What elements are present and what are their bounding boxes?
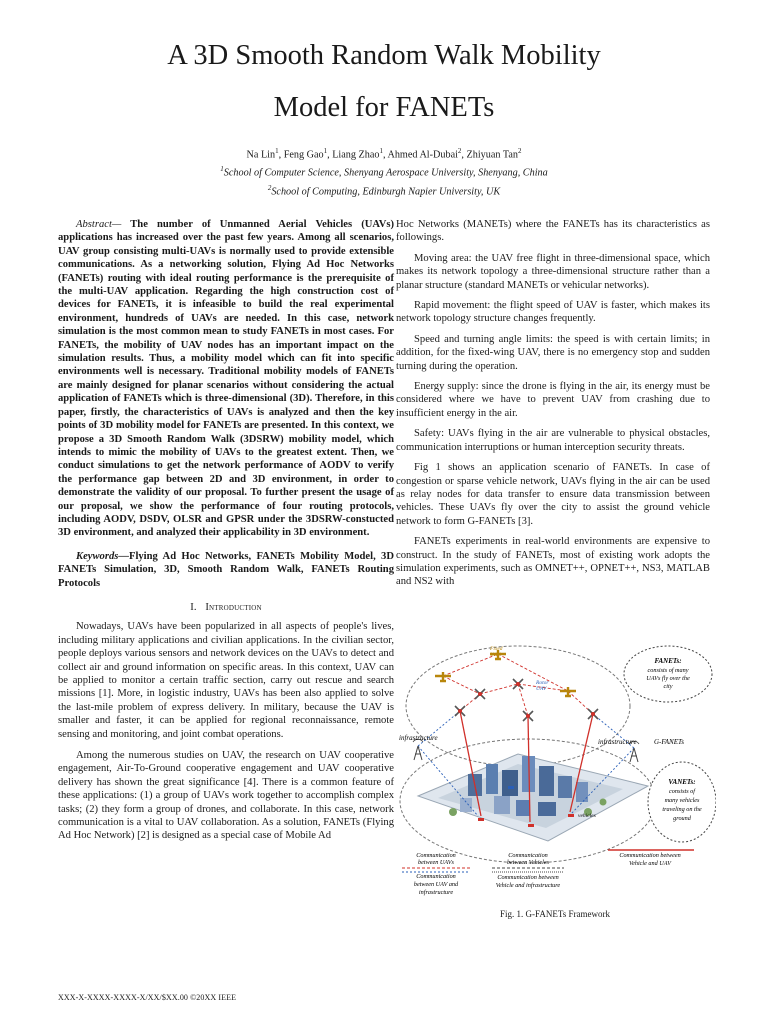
author-name: Zhiyuan Tan xyxy=(466,149,518,161)
author-block xyxy=(0,144,768,199)
infrastructure-label: infrastructure xyxy=(399,734,438,742)
gfanets-label: G-FANETs xyxy=(654,738,684,746)
svg-text:between UAVs: between UAVs xyxy=(418,859,454,866)
copyright-footer: XXX-X-XXXX-XXXX-X/XX/$XX.00 ©20XX IEEE xyxy=(58,993,237,1002)
abstract-text: The number of Unmanned Aerial Vehicles (UAVs) applications has increased over the past few years. Among all scenarios, UAV group consisting multi-UAVs is normally used to provide extensible communications. As a networking solution, Flying Ad Hoc Networks (FANETs) routing with ideal routing performance is the prerequisite of the multi-UAV application. Regarding the high construction cost of devices for FANETs, it is infeasible to build the real experimental environment, hundreds of UAVs are needed. In this case, network simulation is the most common mean to study FANETs in most cases. For FANETs, the mobility of UAV nodes has an important impact on the simulation results. Thus, a mobility model which can fit into specific environments well is necessary. Traditional mobility models of FANETs are mainly designed for planar scenarios without considering the actual application of FANETs which is three-dimensional (3D). Therefore, in this paper, firstly, the characteristics of UAVs is analyzed and then the key points of 3D mobility model for FANETs are presented. In this context, we propose a 3D Smooth Random Walk (3DSRW) mobility model, which intends to mimic the mobility of UAVs to the greatest extent. Then, we conduct simulations to get the network performance of AODV to verify the performance gap between 2D and 3D environment, in order to demonstrate the validity of our proposal. To further present the usage of our proposal, we show the performance of four routing protocols, including AODV, DSDV, OLSR and GPSR under the 3DSRW-constucted 3D environment, and analyzed their applicability in 3D environment. xyxy=(58,219,394,539)
rotor-uav-icon xyxy=(455,706,465,716)
author-sup: 2 xyxy=(517,147,522,155)
svg-text:between Vehicles: between Vehicles xyxy=(506,859,550,866)
svg-text:Communication between: Communication between xyxy=(619,852,681,859)
author-name: Na Lin xyxy=(246,149,276,161)
svg-text:VANETs:: VANETs: xyxy=(668,778,696,786)
svg-text:Vehicle and infrastructure: Vehicle and infrastructure xyxy=(495,882,561,889)
paper-title xyxy=(0,30,768,134)
author-sup: 1 xyxy=(323,147,328,155)
author-name: Liang Zhao xyxy=(332,149,380,161)
body-paragraph: FANETs experiments in real-world environments are expensive to construct. In the study of FANETs, most of existing work adopts the simulation experiments, such as OMNET++, OPNET++, NS3, MATLAB and NS2 with xyxy=(396,536,710,588)
rotor-uav-icon xyxy=(588,709,598,719)
infrastructure-label: infrastructure xyxy=(598,738,637,746)
svg-text:city: city xyxy=(663,683,673,690)
section-title: Introduction xyxy=(205,601,262,613)
svg-text:Communication: Communication xyxy=(508,852,548,859)
fanets-cloud xyxy=(624,646,712,702)
svg-text:Communication: Communication xyxy=(416,873,456,880)
svg-text:ground: ground xyxy=(673,815,691,822)
body-paragraph: Moving area: the UAV free flight in three-dimensional space, which makes its network topology a three-dimensional structure rather than a planar structure (standard MANETs or vehicular networks). xyxy=(396,252,710,291)
vanets-cloud xyxy=(648,762,716,842)
section-heading xyxy=(58,601,394,614)
svg-text:traveling on the: traveling on the xyxy=(662,806,702,813)
right-column xyxy=(396,218,710,596)
uav-icons xyxy=(435,650,598,721)
rotor-uav-label: Rotor UAV xyxy=(536,680,549,692)
author-name: Ahmed Al-Dubai xyxy=(387,149,458,161)
svg-text:UAVs fly over the: UAVs fly over the xyxy=(646,675,690,682)
abstract xyxy=(58,218,394,540)
title-line-1: A 3D Smooth Random Walk Mobility xyxy=(167,40,601,71)
title-line-2: Model for FANETs xyxy=(273,92,495,123)
section-number: I. xyxy=(190,601,197,613)
svg-text:between UAV and: between UAV and xyxy=(413,881,459,888)
abstract-label: Abstract— xyxy=(76,219,122,230)
svg-text:Communication between: Communication between xyxy=(497,874,559,881)
svg-text:many vehicles: many vehicles xyxy=(664,797,700,804)
svg-text:Vehicle and UAV: Vehicle and UAV xyxy=(629,860,671,867)
affiliation-1: $^1$School of Computer Science, Shenyang Aerospace University, Shenyang, China xyxy=(220,165,548,179)
body-paragraph: Safety: UAVs flying in the air are vulnerable to physical obstacles, communication interruptions or human interception security threats. xyxy=(396,428,710,453)
affiliation-2: $^2$School of Computing, Edinburgh Napier University, UK xyxy=(267,183,501,198)
body-paragraph: Among the numerous studies on UAV, the research on UAV cooperative engagement, Air-To-Ground cooperative engagement and UAV cooperative delivery has shown the great significance [4]. There is a common feature of these applications: (1) a group of UAVs work together to accomplish complex tasks; (2) they form a group of drones, and collaborate. In this case, network communication is a vital to UAV collaboration. As a solution, FANETs (Flying Ad Hoc Network) [2] is designed as a special case of Mobile Ad xyxy=(58,750,394,842)
svg-text:consists of: consists of xyxy=(669,788,695,795)
gfanets-diagram xyxy=(398,636,716,906)
figure-legend xyxy=(402,850,694,896)
fanets-zone xyxy=(406,646,630,766)
figure-gfanets xyxy=(398,636,716,906)
svg-text:infrastructure: infrastructure xyxy=(418,889,454,896)
author-sup: 1 xyxy=(275,147,279,155)
svg-text:consists of many: consists of many xyxy=(647,667,689,674)
figure-caption: Fig. 1. G-FANETs Framework xyxy=(500,909,610,919)
body-paragraph: Speed and turning angle limits: the speed is with certain limits; in addition, for the fixed-wing UAV, there is no emergency stop and sudden turning during the operation. xyxy=(396,333,710,372)
keywords-label: Keywords— xyxy=(76,550,129,562)
rotor-uav-icon xyxy=(513,679,523,689)
keywords xyxy=(58,550,394,590)
fixed-uav-label: Fixed UAV xyxy=(490,646,503,658)
svg-text:FANETs:: FANETs: xyxy=(654,657,682,665)
body-paragraph: Nowadays, UAVs have been popularized in all aspects of people's lives, including military applications and civilian applications. In the civilian sector, people deploys various sensors and network devices on the UAVs to detect and collect air and ground information on specific areas. In this context, UAV can be applied to monitor a certain traffic section, carry out rescue and search missions [1]. More, in logistic industry, UAVs has been also applied to solve the last-mile problem of express delivery. In military, because the UAV is smaller and faster, it can be applied for regional reconnaissance, remote sensing and monitoring, and joint combat operations. xyxy=(58,621,394,740)
vehicles-label: vehicles xyxy=(578,813,596,819)
body-paragraph: Hoc Networks (MANETs) where the FANETs has its characteristics as followings. xyxy=(396,219,710,244)
author-sup: 1 xyxy=(379,147,383,155)
city-illustration xyxy=(418,754,648,841)
body-paragraph: Fig 1 shows an application scenario of FANETs. In case of congestion or sparse vehicle network, UAVs flying in the air can be used as relay nodes for data transfer to ensure data transmission between vehicles. These UAVs fly over the city to assist the ground vehicle network to form G-FANETs [3]. xyxy=(396,462,710,527)
author-list: Na Lin$^1$, Feng Gao$^1$, Liang Zhao$^1$, Ahmed Al-Dubai$^2$, Zhiyuan Tan$^2$ xyxy=(246,147,522,161)
keywords-text: Flying Ad Hoc Networks, FANETs Mobility Model, 3D FANETs Simulation, 3D, Smooth Random Walk, FANETs Routing Protocols xyxy=(58,550,394,589)
svg-text:Communication: Communication xyxy=(416,852,456,859)
rotor-uav-icon xyxy=(475,689,485,699)
author-name: Feng Gao xyxy=(283,149,324,161)
left-column xyxy=(58,218,394,851)
body-paragraph: Rapid movement: the flight speed of UAV is faster, which makes its network topology structure changes frequently. xyxy=(396,300,710,325)
body-paragraph: Energy supply: since the drone is flying in the air, its energy must be considered where we have to prevent UAV from crashing due to insufficient energy in the air. xyxy=(396,381,710,419)
author-sup: 2 xyxy=(457,147,462,155)
